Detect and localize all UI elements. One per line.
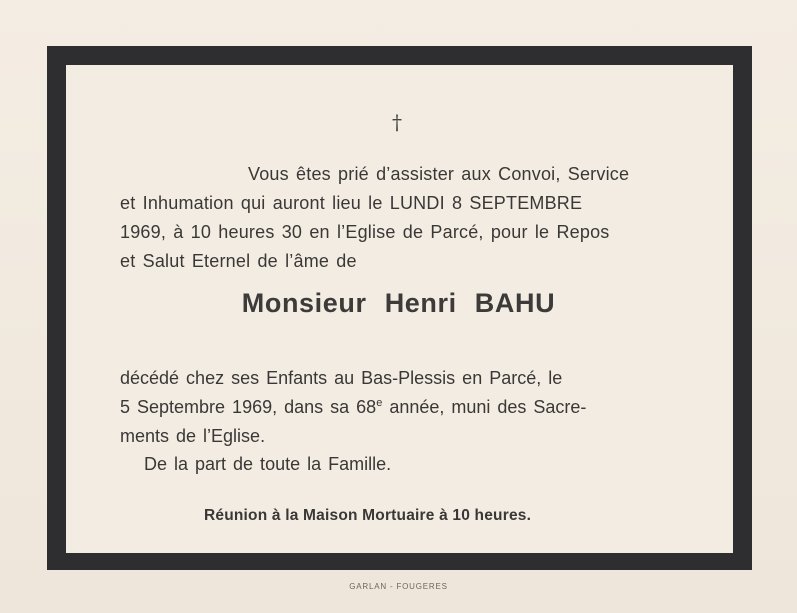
- intro-line-2: et Inhumation qui auront lieu le LUNDI 8 SEPTEMBRE: [120, 193, 583, 213]
- death-details-text: [120, 364, 682, 451]
- death-line-2b: année, muni des Sacre-: [382, 397, 587, 417]
- printer-mark: GARLAN - FOUGERES: [349, 582, 448, 591]
- intro-line-4: et Salut Eternel de l’âme de: [120, 251, 357, 271]
- family-line: De la part de toute la Famille.: [144, 454, 392, 474]
- death-line-2a: 5 Septembre 1969, dans sa 68: [120, 397, 377, 417]
- intro-line-3: 1969, à 10 heures 30 en l’Eglise de Parcé, pour le Repos: [120, 222, 610, 242]
- ordinal-suffix: e: [376, 397, 383, 409]
- death-line-1: décédé chez ses Enfants au Bas-Plessis en Parcé, le: [120, 368, 563, 388]
- cross-icon: †: [392, 110, 402, 134]
- deceased-name: Monsieur Henri BAHU: [241, 288, 556, 318]
- meeting-line: Réunion à la Maison Mortuaire à 10 heures.: [204, 507, 532, 524]
- invitation-text: [120, 160, 682, 276]
- death-line-3: ments de l’Eglise.: [120, 426, 266, 446]
- intro-line-1: Vous êtes prié d’assister aux Convoi, Service: [248, 164, 630, 184]
